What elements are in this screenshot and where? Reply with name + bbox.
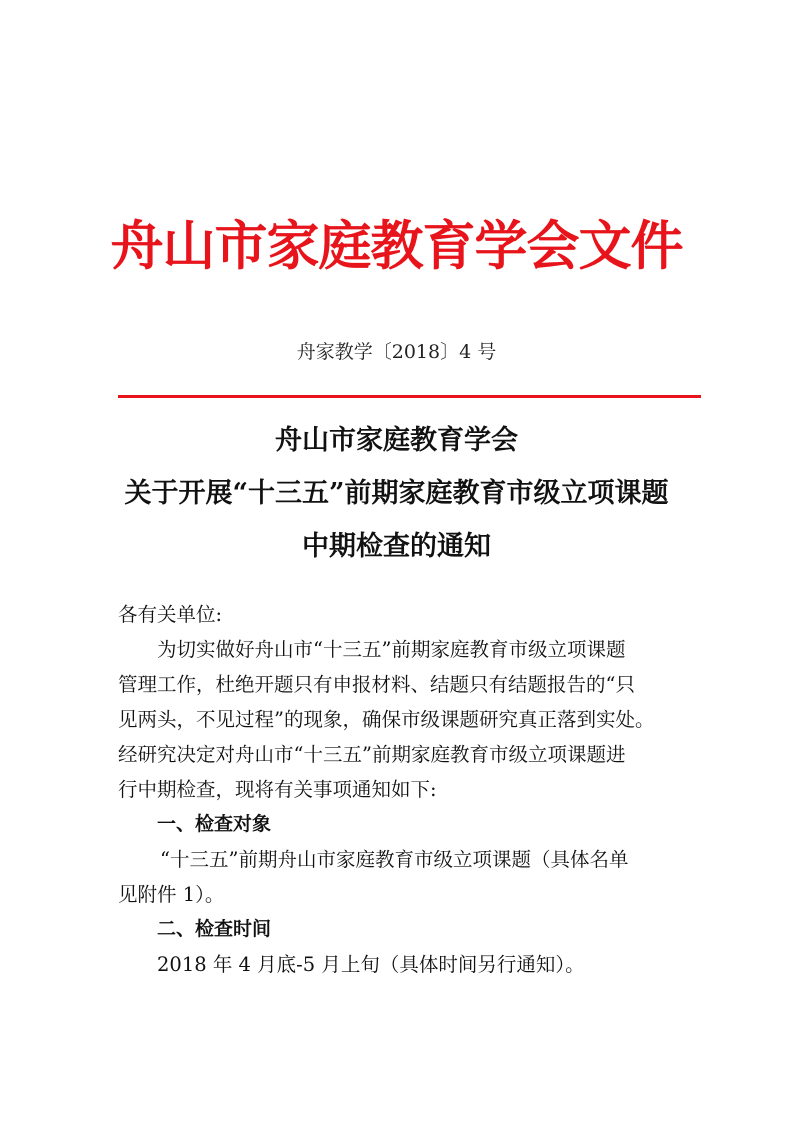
masthead-title: 舟山市家庭教育学会文件 [110, 215, 683, 277]
document-number: 舟家教学〔2018〕4 号 [296, 341, 497, 363]
paragraph-line: 行中期检查，现将有关事项通知如下: [118, 778, 437, 801]
notice-title-line-3: 中期检查的通知 [302, 531, 491, 562]
notice-title-line-2: 关于开展“十三五”前期家庭教育市级立项课题 [124, 478, 669, 509]
section-heading-check-time: 二、检查时间 [157, 918, 272, 940]
section-heading-check-target: 一、检查对象 [157, 813, 272, 835]
section-line: 见附件 1）。 [118, 883, 225, 906]
paragraph-line: 为切实做好舟山市“十三五”前期家庭教育市级立项课题 [157, 638, 626, 661]
red-divider-line [118, 395, 701, 398]
paragraph-line: 见两头，不见过程”的现象，确保市级课题研究真正落到实处。 [118, 708, 655, 731]
section-line: “十三五”前期舟山市家庭教育市级立项课题（具体名单 [160, 848, 629, 871]
paragraph-line: 经研究决定对舟山市“十三五”前期家庭教育市级立项课题进 [118, 743, 626, 766]
paragraph-line: 管理工作，杜绝开题只有申报材料、结题只有结题报告的“只 [118, 673, 635, 696]
section-line: 2018 年 4 月底-5 月上旬（具体时间另行通知）。 [157, 953, 585, 976]
notice-title-line-1: 舟山市家庭教育学会 [275, 425, 518, 456]
salutation: 各有关单位: [118, 603, 223, 626]
